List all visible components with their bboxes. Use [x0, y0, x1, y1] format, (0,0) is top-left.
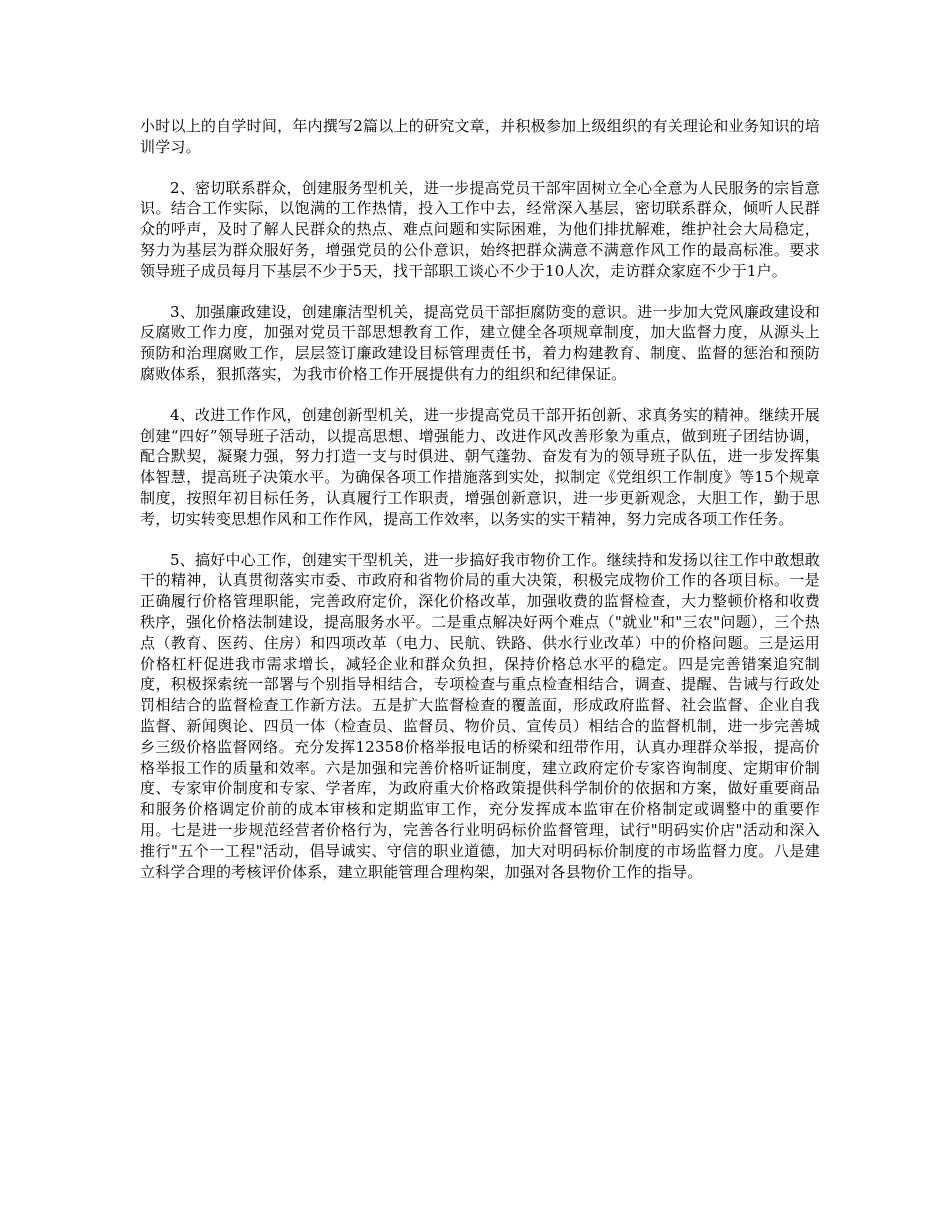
paragraph-5-central-work: 5、搞好中心工作，创建实干型机关，进一步搞好我市物价工作。继续持和发扬以往工作中敢想敢干的精神，认真贯彻落实市委、市政府和省物价局的重大决策，积极完成物价工作的各项目标。一是正确履行价格管理职能，完善政府定价，深化价格改革，加强收费的监督检查，大力整顿价格和收费秩序，强化价格法制建设，提高服务水平。二是重点解决好两个难点（"就业"和"三农"问题），三个热点（教育、医药、住房）和四项改革（电力、民航、铁路、供水行业改革）中的价格问题。三是运用价格杠杆促进我市需求增长，减轻企业和群众负担，保持价格总水平的稳定。四是完善错案追究制度，积极探索统一部署与个别指导相结合，专项检查与重点检查相结合，调查、提醒、告诫与行政处罚相结合的监督检查工作新方法。五是扩大监督检查的覆盖面，形成政府监督、社会监督、企业自我监督、新闻舆论、四员一体（检查员、监督员、物价员、宣传员）相结合的监督机制，进一步完善城乡三级价格监督网络。充分发挥12358价格举报电话的桥梁和纽带作用，认真办理群众举报，提高价格举报工作的质量和效率。六是加强和完善价格听证制度，建立政府定价专家咨询制度、定期审价制度、专家审价制度和专家、学者库，为政府重大价格政策提供科学制价的依据和方案，做好重要商品和服务价格调定价前的成本审核和定期监审工作，充分发挥成本监审在价格制定或调整中的重要作用。七是进一步规范经营者价格行为，完善各行业明码标价监督管理，试行"明码实价店"活动和深入推行"五个一工程"活动，倡导诚实、守信的职业道德，加大对明码标价制度的市场监督力度。八是建立科学合理的考核评价体系，建立职能管理合理构架，加强对各县物价工作的指导。 [140, 550, 820, 881]
paragraph-3-clean-government: 3、加强廉政建设，创建廉洁型机关，提高党员干部拒腐防变的意识。进一步加大党风廉政建设和反腐败工作力度，加强对党员干部思想教育工作，建立健全各项规章制度，加大监督力度，从源头上预防和治理腐败工作，层层签订廉政建设目标管理责任书，着力构建教育、制度、监督的惩治和预防腐败体系，狠抓落实，为我市价格工作开展提供有力的组织和纪律保证。 [140, 302, 820, 383]
paragraph-2-close-contact-with-masses: 2、密切联系群众，创建服务型机关，进一步提高党员干部牢固树立全心全意为人民服务的宗旨意识。结合工作实际，以饱满的工作热情，投入工作中去，经常深入基层，密切联系群众，倾听人民群众的呼声，及时了解人民群众的热点、难点问题和实际困难，为他们排扰解难，维护社会大局稳定，努力为基层为群众服好务，增强党员的公仆意识，始终把群众满意不满意作风工作的最高标准。要求领导班子成员每月下基层不少于5天，找干部职工谈心不少于10人次，走访群众家庭不少于1户。 [140, 178, 820, 280]
document-body [140, 116, 820, 882]
paragraph-4-work-style: 4、改进工作作风，创建创新型机关，进一步提高党员干部开拓创新、求真务实的精神。继续开展创建“四好”领导班子活动，以提高思想、增强能力、改进作风改善形象为重点，做到班子团结协调，配合默契，凝聚力强，努力打造一支与时俱进、朝气蓬勃、奋发有为的领导班子队伍，进一步发挥集体智慧，提高班子决策水平。为确保各项工作措施落到实处，拟制定《党组织工作制度》等15个规章制度，按照年初目标任务，认真履行工作职责，增强创新意识，进一步更新观念，大胆工作，勤于思考，切实转变思想作风和工作作风，提高工作效率，以务实的实干精神，努力完成各项工作任务。 [140, 405, 820, 528]
paragraph-continuation: 小时以上的自学时间，年内撰写2篇以上的研究文章，并积极参加上级组织的有关理论和业务知识的培训学习。 [140, 117, 820, 156]
